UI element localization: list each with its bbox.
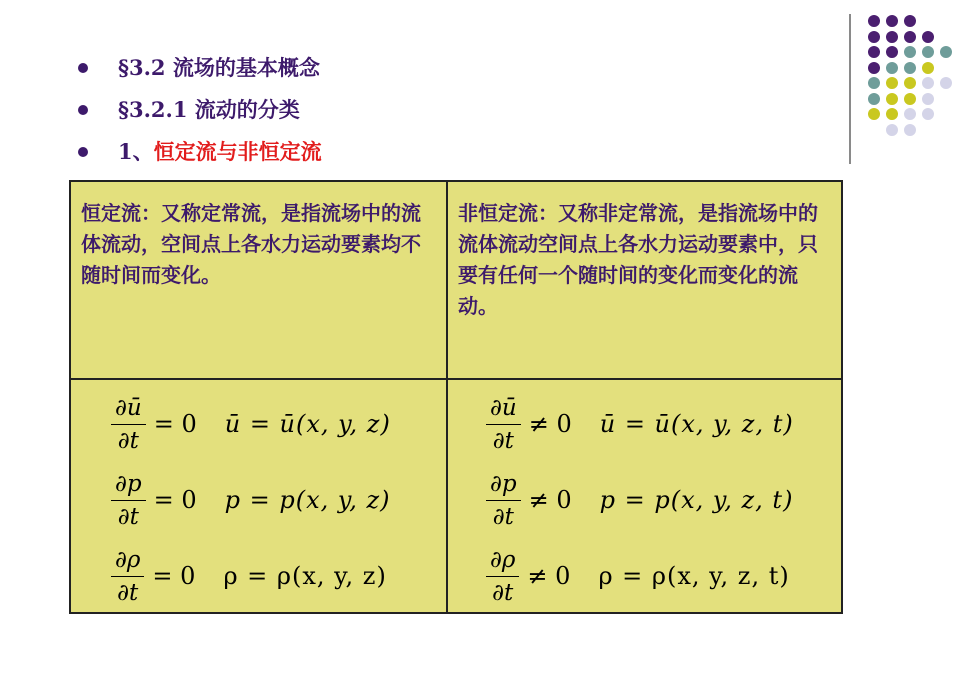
equation-function: ū = ū(x, y, z) bbox=[224, 410, 391, 438]
equation-denominator: ∂t bbox=[492, 427, 514, 454]
equation-numerator: ∂p bbox=[111, 468, 146, 501]
equation-relation: = 0 bbox=[153, 486, 197, 514]
decorative-dot-icon bbox=[904, 124, 916, 136]
decorative-dot-icon bbox=[922, 108, 934, 120]
decorative-dot-icon bbox=[868, 31, 880, 43]
decorative-dot-icon bbox=[886, 31, 898, 43]
decorative-dot-icon bbox=[940, 77, 952, 89]
subsection-heading: §3.2.1 流动的分类 bbox=[118, 97, 300, 122]
equation-numerator: ∂p bbox=[486, 468, 521, 501]
decorative-dot-icon bbox=[940, 46, 952, 58]
equation-relation: ≠ 0 bbox=[528, 486, 572, 514]
steady-equations-cell bbox=[70, 379, 447, 613]
decorative-dot-icon bbox=[922, 46, 934, 58]
equation-pressure bbox=[486, 462, 793, 538]
decorative-dot-icon bbox=[868, 108, 880, 120]
equation-denominator: ∂t bbox=[492, 503, 514, 530]
decorative-dot-icon bbox=[868, 77, 880, 89]
topic-title: 恒定流与非恒定流 bbox=[153, 139, 322, 164]
steady-flow-definition: 恒定流：又称定常流，是指流场中的流体流动，空间点上各水力运动要素均不随时间而变化。 bbox=[81, 201, 421, 287]
equation-denominator: ∂t bbox=[117, 427, 139, 454]
decorative-dot-icon bbox=[922, 93, 934, 105]
decorative-dot-icon bbox=[904, 108, 916, 120]
comparison-table bbox=[69, 180, 843, 614]
equation-function: ρ = ρ(x, y, z) bbox=[223, 562, 387, 590]
topic-number: 1、 bbox=[118, 139, 154, 164]
equation-density bbox=[111, 538, 387, 614]
bullet-dot-icon bbox=[78, 147, 88, 157]
equation-denominator: ∂t bbox=[117, 579, 139, 606]
decorative-dot-icon bbox=[904, 77, 916, 89]
equation-numerator: ∂ρ bbox=[111, 544, 144, 577]
equation-function: p = p(x, y, z, t) bbox=[599, 486, 794, 514]
bullet-dot-icon bbox=[78, 63, 88, 73]
decorative-dot-icon bbox=[904, 93, 916, 105]
decorative-dot-icon bbox=[904, 15, 916, 27]
equation-velocity bbox=[486, 386, 794, 462]
decorative-dot-icon bbox=[904, 46, 916, 58]
equation-denominator: ∂t bbox=[492, 579, 514, 606]
equation-pressure bbox=[111, 462, 391, 538]
unsteady-equations-cell bbox=[447, 379, 842, 613]
equation-function: ρ = ρ(x, y, z, t) bbox=[598, 562, 790, 590]
decorative-dot-icon bbox=[868, 62, 880, 74]
equation-relation: = 0 bbox=[153, 410, 197, 438]
equation-velocity bbox=[111, 386, 391, 462]
equation-relation: ≠ 0 bbox=[528, 410, 572, 438]
decorative-dot-icon bbox=[868, 15, 880, 27]
decorative-dot-icon bbox=[868, 46, 880, 58]
decorative-dot-icon bbox=[904, 31, 916, 43]
equation-function: p = p(x, y, z) bbox=[224, 486, 391, 514]
decorative-dot-icon bbox=[886, 93, 898, 105]
decorative-dot-icon bbox=[886, 15, 898, 27]
decorative-dot-icon bbox=[886, 124, 898, 136]
decorative-dot-icon bbox=[886, 46, 898, 58]
decorative-dot-icon bbox=[886, 62, 898, 74]
bullet-dot-icon bbox=[78, 105, 88, 115]
decorative-dot-icon bbox=[886, 108, 898, 120]
equation-denominator: ∂t bbox=[117, 503, 139, 530]
decorative-dot-icon bbox=[886, 77, 898, 89]
decorative-dot-icon bbox=[922, 31, 934, 43]
topic-heading bbox=[118, 134, 322, 170]
unsteady-flow-definition: 非恒定流：又称非定常流，是指流场中的流体流动空间点上各水力运动要素中，只要有任何一个随时间的变化而变化的流动。 bbox=[458, 201, 818, 318]
decorative-dot-icon bbox=[922, 62, 934, 74]
equation-numerator: ∂ρ bbox=[486, 544, 519, 577]
equation-numerator: ∂ū bbox=[111, 392, 146, 425]
equation-relation: ≠ 0 bbox=[527, 562, 571, 590]
equation-density bbox=[486, 538, 790, 614]
equation-function: ū = ū(x, y, z, t) bbox=[599, 410, 794, 438]
section-heading: §3.2 流场的基本概念 bbox=[118, 55, 320, 80]
steady-flow-definition-cell bbox=[70, 181, 447, 379]
equation-relation: = 0 bbox=[152, 562, 196, 590]
decorative-dot-icon bbox=[922, 77, 934, 89]
equation-numerator: ∂ū bbox=[486, 392, 521, 425]
decorative-dot-icon bbox=[868, 93, 880, 105]
decorative-dot-icon bbox=[904, 62, 916, 74]
divider-line bbox=[849, 14, 851, 164]
unsteady-flow-definition-cell bbox=[447, 181, 842, 379]
